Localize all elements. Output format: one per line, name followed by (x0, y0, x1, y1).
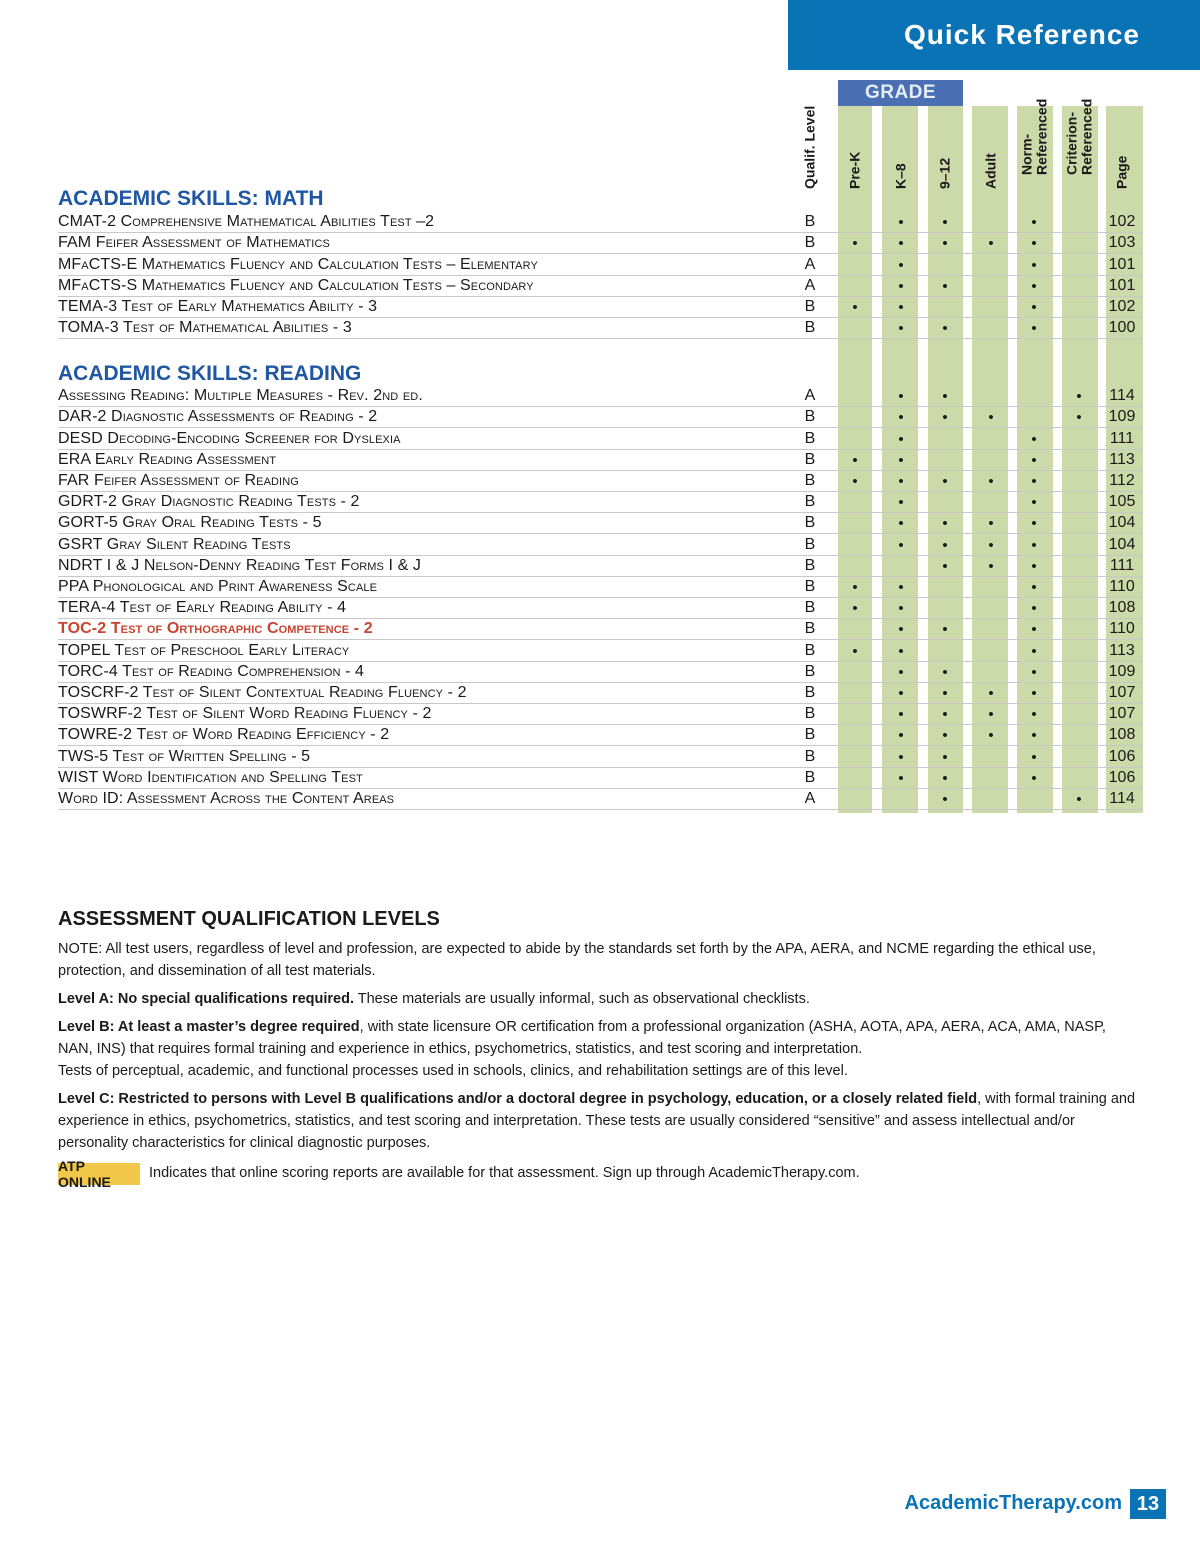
qualification-level: B (804, 450, 816, 468)
column-header-label: Page (1113, 155, 1130, 190)
page-reference: 111 (1109, 429, 1135, 447)
test-name: TOWRE-2 Test of Word Reading Efficiency - 2 (58, 726, 390, 744)
qualification-level: B (804, 493, 816, 511)
check-dot: • (1031, 727, 1037, 745)
check-dot: • (898, 472, 904, 490)
check-dot: • (988, 515, 994, 533)
test-name: Assessing Reading: Multiple Measures - Rev. 2nd ed. (58, 387, 423, 405)
check-dot: • (988, 706, 994, 724)
check-dot: • (988, 727, 994, 745)
page-reference: 101 (1108, 255, 1136, 273)
qualification-level: B (804, 319, 816, 337)
test-name: CMAT-2 Comprehensive Mathematical Abilities Test –2 (58, 213, 435, 231)
check-dot: • (988, 557, 994, 575)
check-dot: • (898, 706, 904, 724)
qualification-level: B (804, 535, 816, 553)
check-dot: • (852, 298, 858, 316)
check-dot: • (898, 235, 904, 253)
qualification-level: B (804, 471, 816, 489)
qualification-level: B (804, 747, 816, 765)
table-row (58, 276, 1143, 297)
qualification-note: NOTE: All test users, regardless of level and profession, are expected to abide by the standards set forth by the APA, AERA, and NCME regarding the ethical use, protection, and dissemination of all test materials. (58, 941, 1096, 979)
table-row (58, 577, 1143, 598)
check-dot: • (852, 472, 858, 490)
atp-online-text: Indicates that online scoring reports are available for that assessment. Sign up through AcademicTherapy.com. (149, 1165, 860, 1181)
check-dot: • (1031, 578, 1037, 596)
qualification-level: A (804, 789, 816, 807)
test-name: GORT-5 Gray Oral Reading Tests - 5 (58, 514, 322, 532)
column-header-label: Norm- Referenced (1018, 98, 1049, 175)
check-dot: • (898, 663, 904, 681)
qualification-level: B (804, 599, 816, 617)
check-dot: • (942, 727, 948, 745)
check-dot: • (1031, 235, 1037, 253)
qualification-level: B (804, 641, 816, 659)
section-title: ACADEMIC SKILLS: READING (58, 362, 362, 385)
check-dot: • (942, 621, 948, 639)
table-row (58, 746, 1143, 767)
check-dot: • (942, 409, 948, 427)
check-dot: • (898, 388, 904, 406)
check-dot: • (942, 790, 948, 808)
table-row (58, 556, 1143, 577)
test-name: TERA-4 Test of Early Reading Ability - 4 (58, 599, 347, 617)
test-name: FAM Feifer Assessment of Mathematics (58, 234, 330, 252)
table-row (58, 534, 1143, 555)
check-dot: • (898, 769, 904, 787)
check-dot: • (898, 684, 904, 702)
page-reference: 100 (1108, 319, 1136, 337)
table-row (58, 513, 1143, 534)
page-reference: 106 (1108, 747, 1136, 765)
page-reference: 108 (1108, 599, 1136, 617)
qualification-level: B (804, 768, 816, 786)
check-dot: • (1031, 621, 1037, 639)
table-row (58, 450, 1143, 471)
page-reference: 104 (1108, 514, 1136, 532)
page-reference: 109 (1108, 662, 1136, 680)
check-dot: • (1031, 451, 1037, 469)
column-header-label: K–8 (892, 163, 909, 190)
test-name: NDRT I & J Nelson-Denny Reading Test Forms I & J (58, 556, 422, 574)
table-row (58, 789, 1143, 810)
check-dot: • (1031, 494, 1037, 512)
page-reference: 114 (1109, 387, 1135, 405)
check-dot: • (898, 515, 904, 533)
test-name: TOC-2 Test of Orthographic Competence - 2 (58, 620, 373, 638)
test-name: WIST Word Identification and Spelling Test (58, 768, 363, 786)
column-header (835, 112, 875, 204)
check-dot: • (988, 409, 994, 427)
test-name: TEMA-3 Test of Early Mathematics Ability - 3 (58, 297, 378, 315)
table-row (58, 662, 1143, 683)
qualification-level: B (804, 577, 816, 595)
level-b-text-2: Tests of perceptual, academic, and functional processes used in schools, clinics, and rehabilitation settings are of this level. (58, 1063, 848, 1079)
column-header-label: 9–12 (936, 158, 953, 190)
check-dot: • (898, 298, 904, 316)
check-dot: • (1031, 298, 1037, 316)
check-dot: • (898, 214, 904, 232)
qualification-level: A (804, 255, 816, 273)
page-reference: 104 (1108, 535, 1136, 553)
test-name: TOSWRF-2 Test of Silent Word Reading Fluency - 2 (58, 705, 432, 723)
column-header-label: Pre-K (846, 151, 863, 190)
table-row (58, 598, 1143, 619)
level-b-paragraph (58, 1016, 1143, 1082)
page-reference: 103 (1108, 234, 1136, 252)
column-header (1014, 98, 1054, 204)
table-row (58, 407, 1143, 428)
test-name: TOMA-3 Test of Mathematical Abilities - 3 (58, 319, 352, 337)
column-header (925, 112, 965, 204)
check-dot: • (942, 663, 948, 681)
page-reference: 102 (1108, 297, 1136, 315)
check-dot: • (1031, 642, 1037, 660)
check-dot: • (942, 472, 948, 490)
page-reference: 101 (1108, 276, 1136, 294)
column-header-label: Adult (982, 153, 999, 190)
check-dot: • (1031, 706, 1037, 724)
table-row (58, 704, 1143, 725)
quick-reference-banner: Quick Reference (788, 0, 1200, 70)
check-dot: • (942, 214, 948, 232)
check-dot: • (852, 451, 858, 469)
qualification-level: A (804, 276, 816, 294)
test-name: PPA Phonological and Print Awareness Scale (58, 577, 378, 595)
qualification-level: B (804, 556, 816, 574)
check-dot: • (1031, 600, 1037, 618)
check-dot: • (1031, 214, 1037, 232)
check-dot: • (898, 430, 904, 448)
check-dot: • (898, 256, 904, 274)
level-b-text: , with state licensure OR certification from a professional organization (ASHA, AOTA, APA, AERA, ACA, AMA, NASP, NAN, INS) that requires formal training and experience in ethics, psychometrics, statistics, and test scoring and interpretation. (58, 1019, 1106, 1057)
check-dot: • (942, 277, 948, 295)
test-name: MFaCTS-S Mathematics Fluency and Calculation Tests – Secondary (58, 276, 534, 294)
check-dot: • (988, 536, 994, 554)
page-reference: 111 (1109, 556, 1135, 574)
qualification-level: B (804, 408, 816, 426)
check-dot: • (1031, 536, 1037, 554)
level-b-heading: Level B: At least a master’s degree required (58, 1019, 360, 1035)
check-dot: • (898, 600, 904, 618)
check-dot: • (988, 235, 994, 253)
test-name: Word ID: Assessment Across the Content Areas (58, 789, 395, 807)
test-name: GDRT-2 Gray Diagnostic Reading Tests - 2 (58, 493, 360, 511)
check-dot: • (898, 320, 904, 338)
check-dot: • (988, 472, 994, 490)
table-row (58, 640, 1143, 661)
check-dot: • (942, 320, 948, 338)
page-reference: 113 (1109, 450, 1135, 468)
check-dot: • (988, 684, 994, 702)
table-row (58, 683, 1143, 704)
check-dot: • (1031, 515, 1037, 533)
column-header (790, 106, 830, 204)
page-reference: 105 (1108, 493, 1136, 511)
table-row (58, 233, 1143, 254)
qualification-level: B (804, 726, 816, 744)
check-dot: • (898, 578, 904, 596)
check-dot: • (942, 557, 948, 575)
column-header-label: Qualif. Level (801, 106, 818, 190)
test-name: MFaCTS-E Mathematics Fluency and Calculation Tests – Elementary (58, 255, 538, 273)
table-row (58, 254, 1143, 275)
check-dot: • (898, 451, 904, 469)
check-dot: • (1031, 320, 1037, 338)
check-dot: • (898, 621, 904, 639)
section-title: ACADEMIC SKILLS: MATH (58, 187, 324, 210)
level-c-paragraph (58, 1088, 1143, 1154)
table-row (58, 318, 1143, 339)
level-a-heading: Level A: No special qualifications required. (58, 991, 354, 1007)
check-dot: • (1076, 790, 1082, 808)
footer-website: AcademicTherapy.com (904, 1492, 1122, 1514)
column-header (1059, 98, 1099, 204)
check-dot: • (898, 536, 904, 554)
qualification-level: A (804, 387, 816, 405)
check-dot: • (1031, 769, 1037, 787)
table-row (58, 428, 1143, 449)
qualification-level: B (804, 620, 816, 638)
qualification-level: B (804, 234, 816, 252)
check-dot: • (1031, 472, 1037, 490)
check-dot: • (1076, 409, 1082, 427)
page-reference: 110 (1109, 577, 1135, 595)
table-row (58, 212, 1143, 233)
table-row (58, 619, 1143, 640)
check-dot: • (852, 642, 858, 660)
qualification-level: B (804, 683, 816, 701)
page-reference: 102 (1108, 213, 1136, 231)
check-dot: • (1031, 684, 1037, 702)
check-dot: • (852, 600, 858, 618)
check-dot: • (852, 578, 858, 596)
page-reference: 106 (1108, 768, 1136, 786)
page-reference: 113 (1109, 641, 1135, 659)
test-name: TORC-4 Test of Reading Comprehension - 4 (58, 662, 365, 680)
page-reference: 109 (1108, 408, 1136, 426)
qualification-level: B (804, 297, 816, 315)
qualification-level: B (804, 705, 816, 723)
table-row (58, 386, 1143, 407)
check-dot: • (942, 706, 948, 724)
test-name: FAR Feifer Assessment of Reading (58, 471, 299, 489)
column-header (1102, 112, 1142, 204)
check-dot: • (1031, 256, 1037, 274)
level-c-text: , with formal training and experience in ethics, psychometrics, statistics, and test scoring and interpretation. These tests are usually considered “sensitive” and assess intellectual and/or personality characteristics for clinical diagnostic purposes. (58, 1091, 1136, 1151)
atp-online-badge: ATP ONLINE (58, 1163, 140, 1185)
check-dot: • (852, 235, 858, 253)
check-dot: • (898, 727, 904, 745)
grade-header: GRADE (838, 80, 963, 106)
qualification-level: B (804, 514, 816, 532)
check-dot: • (942, 536, 948, 554)
page-reference: 107 (1108, 705, 1136, 723)
qualification-level: B (804, 429, 816, 447)
check-dot: • (898, 409, 904, 427)
level-c-heading: Level C: Restricted to persons with Level B qualifications and/or a doctoral degree in psychology, education, or a closely related field (58, 1091, 978, 1107)
page-reference: 114 (1109, 789, 1135, 807)
page-number: 13 (1130, 1489, 1166, 1519)
table-row (58, 297, 1143, 318)
level-a-text: These materials are usually informal, such as observational checklists. (353, 991, 810, 1007)
check-dot: • (1031, 277, 1037, 295)
table-row (58, 471, 1143, 492)
level-a-paragraph (58, 988, 1143, 1010)
test-name: DAR-2 Diagnostic Assessments of Reading - 2 (58, 408, 378, 426)
column-header (881, 112, 921, 204)
table-row (58, 768, 1143, 789)
check-dot: • (898, 748, 904, 766)
check-dot: • (1031, 557, 1037, 575)
table-row (58, 725, 1143, 746)
check-dot: • (1031, 663, 1037, 681)
check-dot: • (942, 684, 948, 702)
test-name: TWS-5 Test of Written Spelling - 5 (58, 747, 311, 765)
check-dot: • (942, 515, 948, 533)
check-dot: • (898, 494, 904, 512)
qualification-title: ASSESSMENT QUALIFICATION LEVELS (58, 908, 440, 930)
page-reference: 112 (1109, 471, 1135, 489)
check-dot: • (898, 277, 904, 295)
check-dot: • (942, 748, 948, 766)
qualification-level: B (804, 213, 816, 231)
test-name: GSRT Gray Silent Reading Tests (58, 535, 291, 553)
check-dot: • (1076, 388, 1082, 406)
check-dot: • (942, 388, 948, 406)
test-name: ERA Early Reading Assessment (58, 450, 277, 468)
column-header-label: Criterion- Referenced (1063, 98, 1094, 175)
check-dot: • (1031, 430, 1037, 448)
page-reference: 108 (1108, 726, 1136, 744)
check-dot: • (898, 642, 904, 660)
page-reference: 107 (1108, 683, 1136, 701)
check-dot: • (942, 235, 948, 253)
test-name: DESD Decoding-Encoding Screener for Dyslexia (58, 429, 401, 447)
qualification-level: B (804, 662, 816, 680)
test-name: TOSCRF-2 Test of Silent Contextual Reading Fluency - 2 (58, 683, 467, 701)
table-row (58, 492, 1143, 513)
check-dot: • (942, 769, 948, 787)
check-dot: • (1031, 748, 1037, 766)
test-name: TOPEL Test of Preschool Early Literacy (58, 641, 350, 659)
page-reference: 110 (1109, 620, 1135, 638)
column-header (971, 112, 1011, 204)
